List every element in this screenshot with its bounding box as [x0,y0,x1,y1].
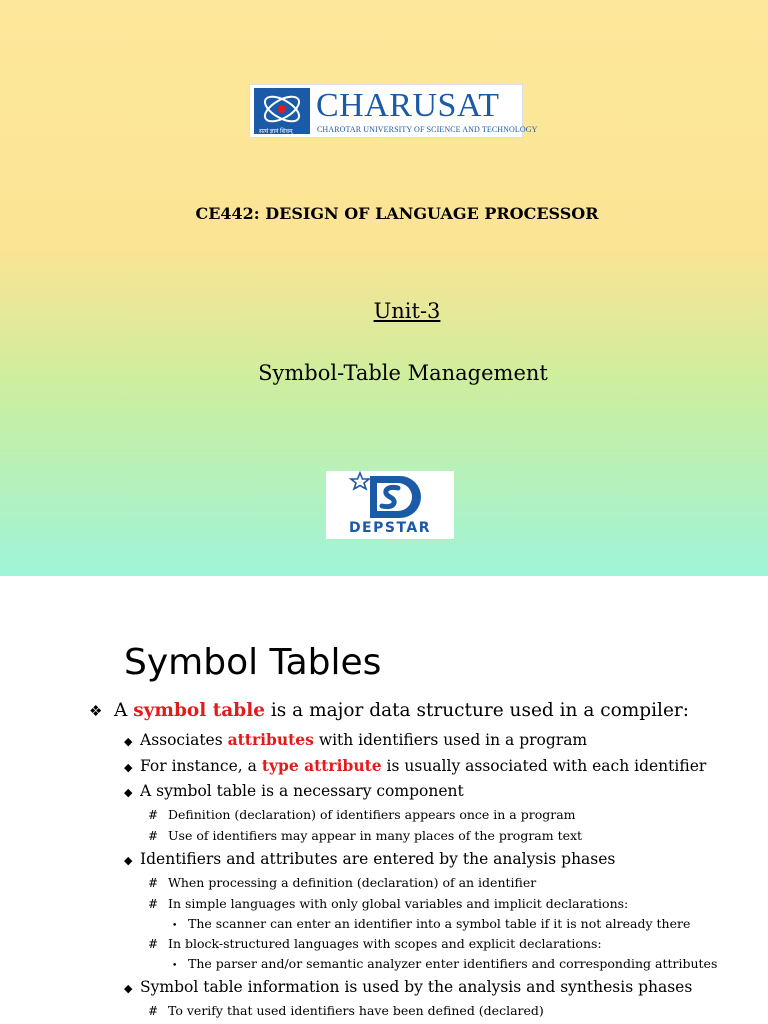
bullet-level3: # In simple languages with only global variables and implicit declarations: [148,896,629,911]
dot-icon: • [172,921,178,931]
bullet-level2: ◆ For instance, a type attribute is usually associated with each identifier [124,756,707,775]
depstar-emblem-icon [326,471,454,521]
bullet-level4: • The parser and/or semantic analyzer enter identifiers and corresponding attributes [172,956,718,971]
bullet-level1: ❖ A symbol table is a major data structure used in a compiler: [89,700,689,721]
charusat-logo [249,84,538,138]
bullet-level2: ◆ Symbol table information is used by the analysis and synthesis phases [124,978,693,996]
bullet-level3: # In block-structured languages with scopes and explicit declarations: [148,936,602,951]
bullet-level2: ◆ A symbol table is a necessary component [124,782,464,800]
slide-title: Symbol Tables [124,642,382,683]
highlight-term: type attribute [261,756,382,775]
highlight-term: symbol table [133,700,265,721]
hash-icon: # [148,897,159,911]
diamond-icon: ◆ [124,786,133,799]
bullet-level3: # When processing a definition (declaration) of an identifier [148,875,537,890]
bullet-level3: # Definition (declaration) of identifiers appears once in a program [148,807,576,822]
diamond-icon: ◆ [124,854,133,867]
bullet-level2: ◆ Identifiers and attributes are entered by the analysis phases [124,850,616,868]
diamond-cluster-icon: ❖ [89,702,103,720]
topic-title: Symbol-Table Management [258,361,548,385]
highlight-term: attributes [227,730,314,749]
depstar-wordmark: DEPSTAR [348,520,432,536]
bullet-level4: • The scanner can enter an identifier into a symbol table if it is not already there [172,916,691,931]
bullet-level3: # Use of identifiers may appear in many places of the program text [148,828,583,843]
diamond-icon: ◆ [124,735,133,748]
charusat-tagline: सत्यं ज्ञानं शिवम् [259,129,293,135]
hash-icon: # [148,876,159,890]
bullet-level2: ◆ Associates attributes with identifiers used in a program [124,730,588,749]
charusat-subtitle: CHAROTAR UNIVERSITY OF SCIENCE AND TECHNOLOGY [317,125,538,134]
charusat-wordmark: CHARUSAT [316,87,500,124]
diamond-icon: ◆ [124,982,133,995]
hash-icon: # [148,1004,159,1018]
dot-icon: • [172,961,178,971]
course-title: CE442: DESIGN OF LANGUAGE PROCESSOR [195,204,599,223]
diamond-icon: ◆ [124,761,133,774]
content-slide [0,576,768,1024]
depstar-logo [326,471,454,539]
unit-label: Unit-3 [373,299,441,323]
hash-icon: # [148,937,159,951]
hash-icon: # [148,808,159,822]
bullet-level3: # To verify that used identifiers have been defined (declared) [148,1003,544,1018]
hash-icon: # [148,829,159,843]
